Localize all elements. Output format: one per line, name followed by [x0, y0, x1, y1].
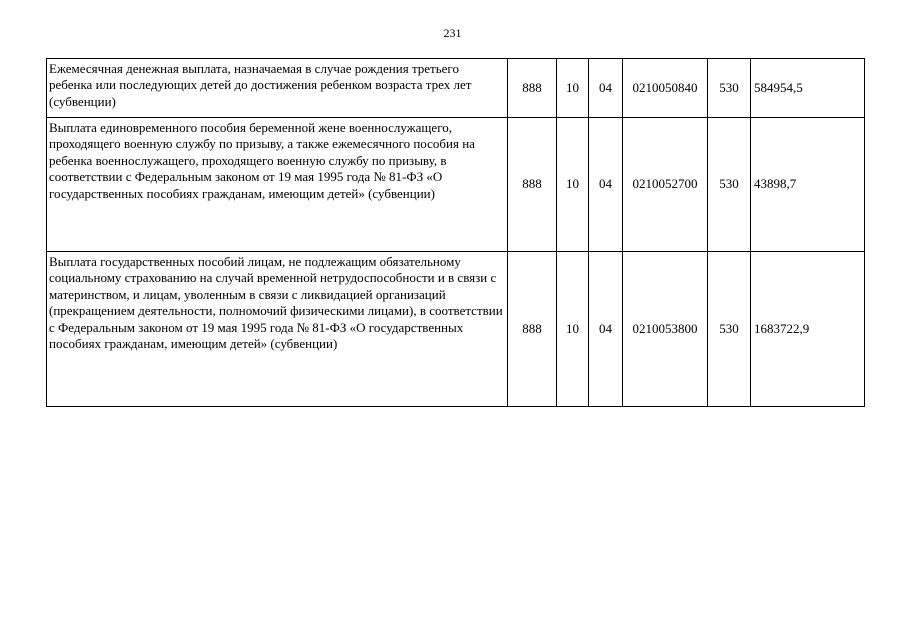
table-row [47, 59, 865, 118]
section-code: 10 [557, 118, 589, 252]
row-description: Ежемесячная денежная выплата, назначаемая в случае рождения третьего ребенка или последующих детей до достижения ребенком возраста трех лет (субвенции) [47, 59, 508, 118]
subsection-code: 04 [589, 252, 623, 407]
target-article-code: 0210052700 [623, 118, 708, 252]
section-code: 10 [557, 252, 589, 407]
expense-type-code: 530 [708, 59, 751, 118]
expense-type-code: 530 [708, 118, 751, 252]
ministry-code: 888 [508, 59, 557, 118]
subsection-code: 04 [589, 59, 623, 118]
ministry-code: 888 [508, 118, 557, 252]
subsection-code: 04 [589, 118, 623, 252]
page-number: 231 [443, 26, 462, 40]
target-article-code: 0210050840 [623, 59, 708, 118]
table-row [47, 252, 865, 407]
section-code: 10 [557, 59, 589, 118]
ministry-code: 888 [508, 252, 557, 407]
amount: 43898,7 [751, 118, 865, 252]
table-row [47, 118, 865, 252]
row-description: Выплата государственных пособий лицам, не подлежащим обязательному социальному страхованию на случай временной нетрудоспособности и в связи с материнством, и лицам, уволенным в связи с ликвидацией организаций (прекращением деятельности, полномочий физическими лицами), в соответствии с Федеральным законом от 19 мая 1995 года № 81-ФЗ «О государственных пособиях гражданам, имеющим детей» (субвенции) [47, 252, 508, 407]
amount: 584954,5 [751, 59, 865, 118]
target-article-code: 0210053800 [623, 252, 708, 407]
budget-table [46, 58, 865, 407]
row-description: Выплата единовременного пособия беременной жене военнослужащего, проходящего военную службу по призыву, а также ежемесячного пособия на ребенка военнослужащего, проходящего военную службу по призыву, в соответствии с Федеральным законом от 19 мая 1995 года № 81-ФЗ «О государственных пособиях гражданам, имеющим детей» (субвенции) [47, 118, 508, 252]
expense-type-code: 530 [708, 252, 751, 407]
amount: 1683722,9 [751, 252, 865, 407]
